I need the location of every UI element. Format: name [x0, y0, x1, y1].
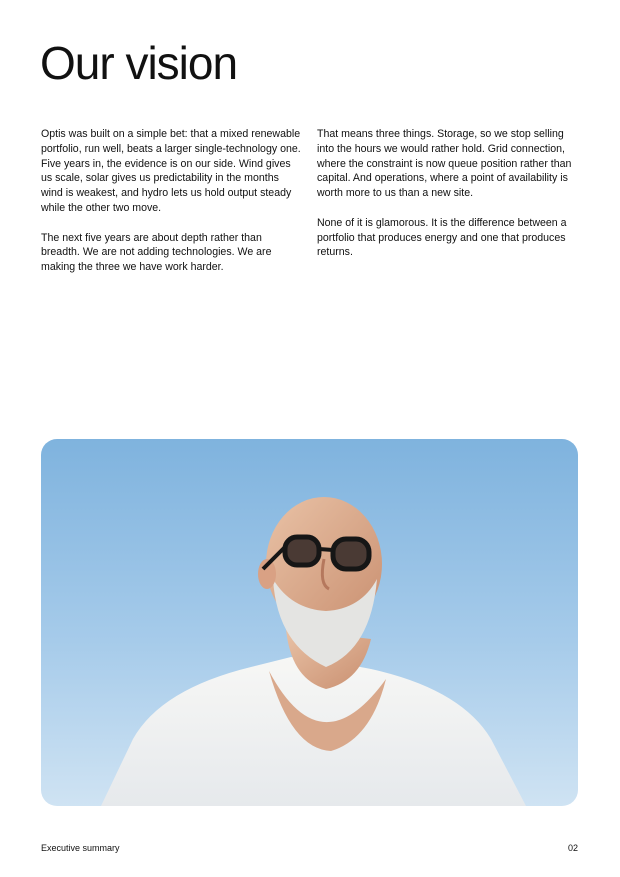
paragraph: The next five years are about depth rather than breadth. We are not adding technologies. We are making the three we have work harder. [41, 231, 272, 274]
left-text-column [41, 127, 303, 290]
right-text-column [317, 127, 579, 275]
paragraph: None of it is glamorous. It is the difference between a portfolio that produces energy and one that produces returns. [317, 216, 567, 259]
page-title: Our vision [40, 37, 238, 89]
footer-section-label: Executive summary [41, 843, 120, 853]
paragraph: That means three things. Storage, so we stop selling into the hours we would rather hold. Grid connection, where the constraint is now queue position rather than capital. And operations, where a point of availability is worth more to us than a new site. [317, 128, 572, 200]
paragraph: Optis was built on a simple bet: that a mixed renewable portfolio, run well, beats a larger single-technology one. Five years in, the evidence is on our side. Wind gives us scale, solar gives us predictability in the months wind is weakest, and hydro lets us hold output steady while the other two move. [41, 128, 301, 214]
page-number: 02 [567, 843, 578, 853]
man-with-glasses-illustration [41, 439, 578, 806]
portrait-photo [41, 439, 578, 806]
